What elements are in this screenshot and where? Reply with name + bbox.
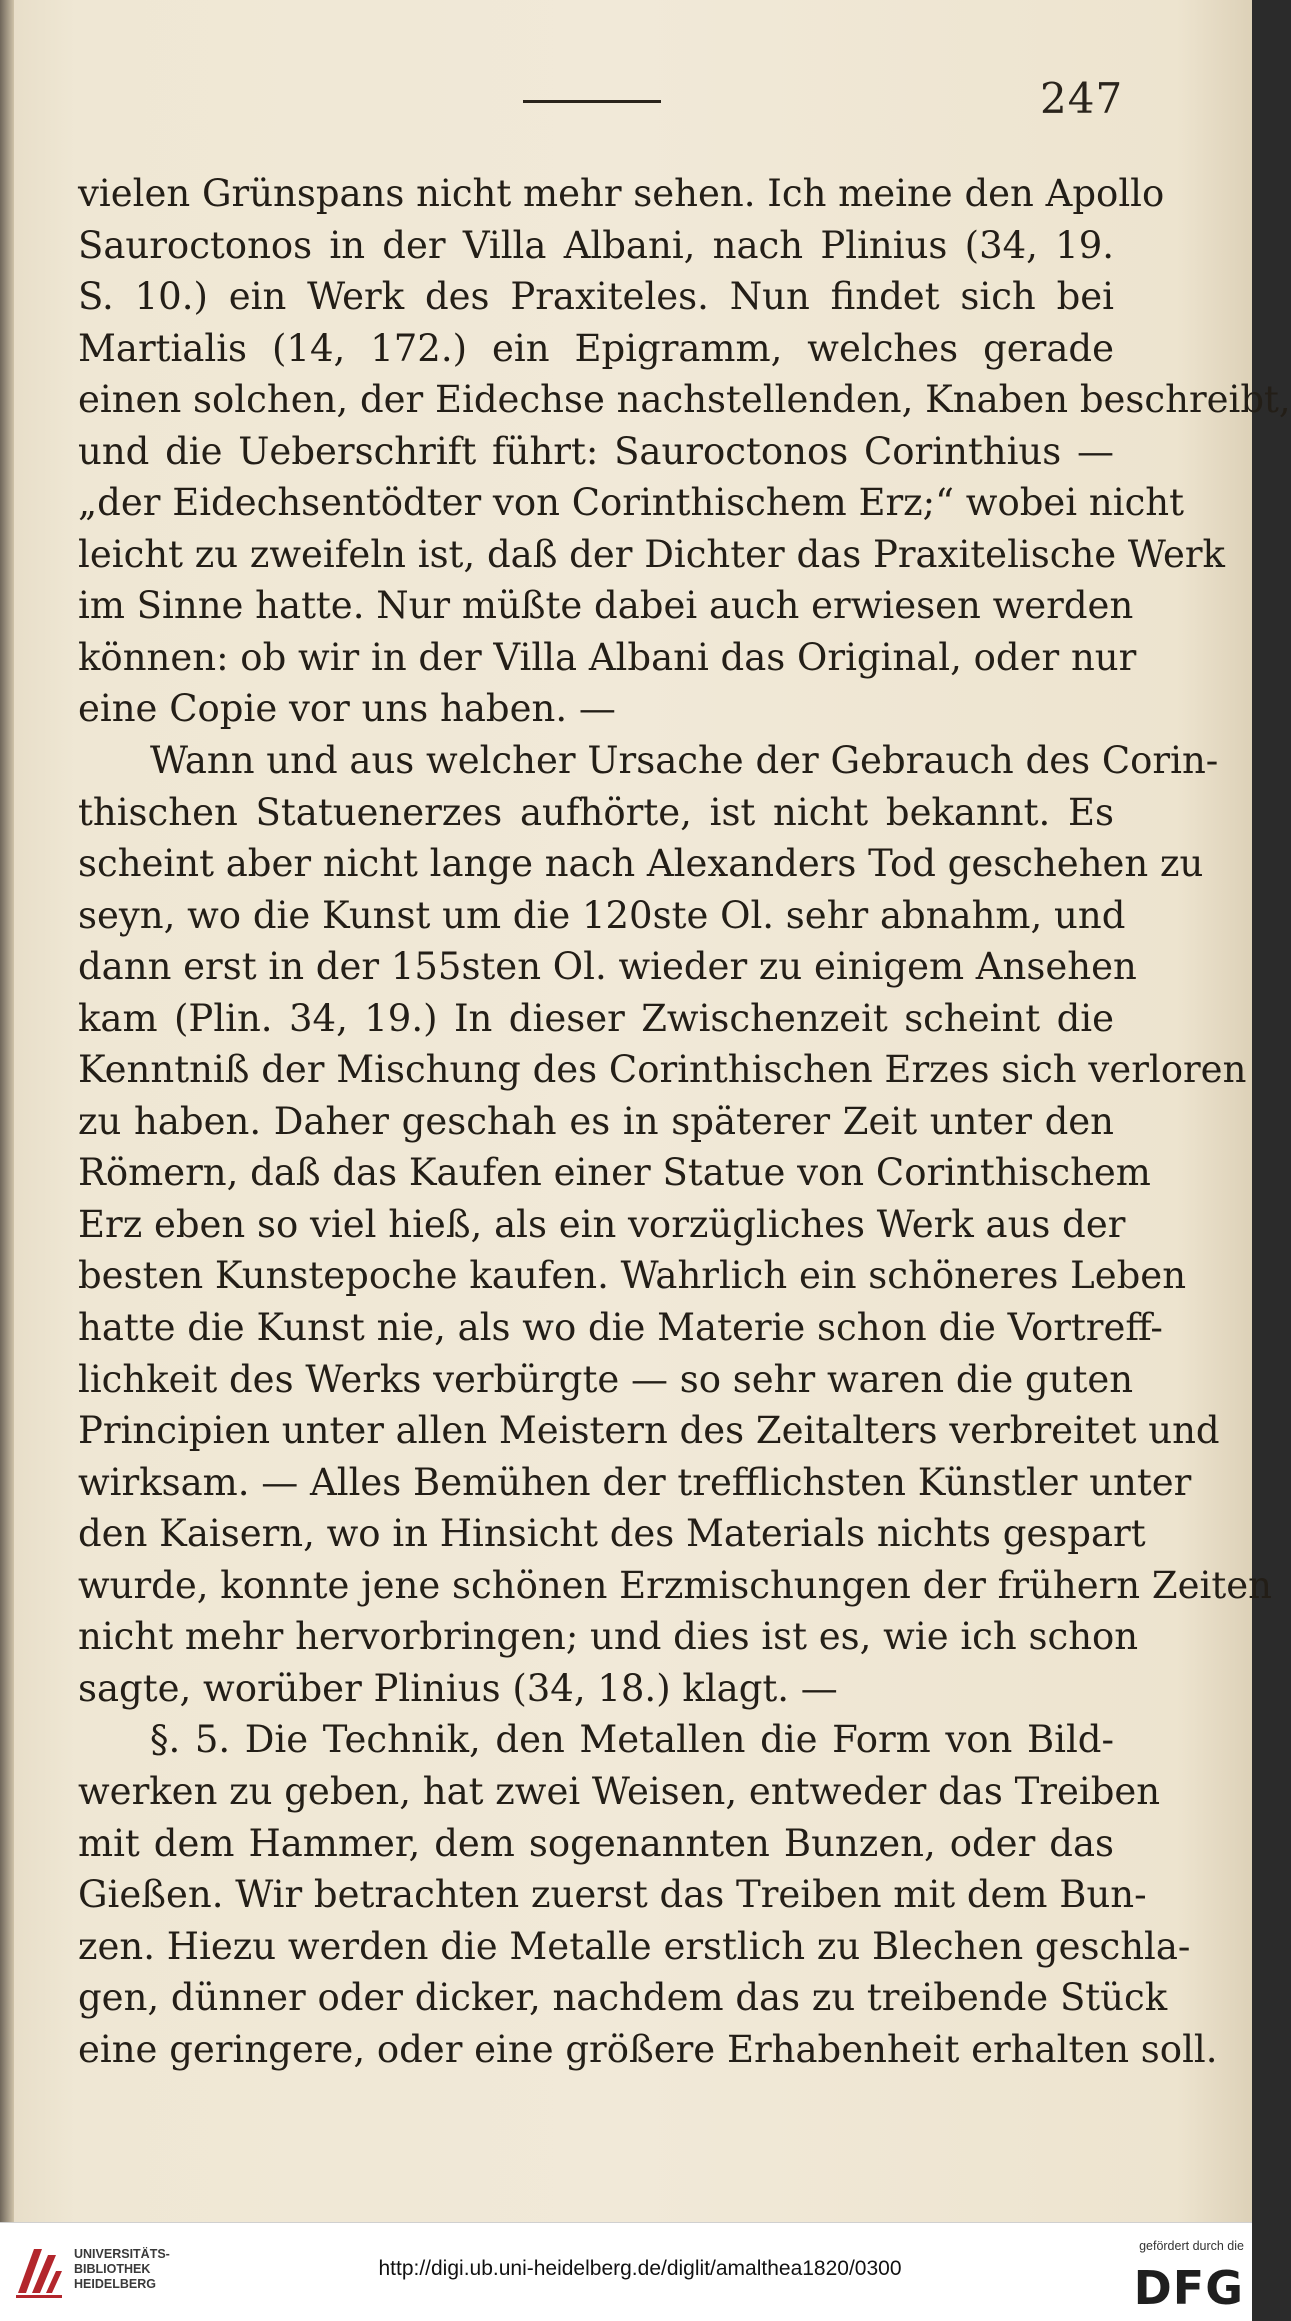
text-line: einen solchen, der Eidechse nachstellenden, Knaben beschreibt,	[78, 378, 1291, 422]
text-line: hatte die Kunst nie, als wo die Materie schon die Vortreff-	[78, 1306, 1163, 1350]
text-line: S. 10.) ein Werk des Praxiteles. Nun findet sich bei	[78, 275, 1114, 319]
text-line: im Sinne hatte. Nur müßte dabei auch erwiesen werden	[78, 584, 1134, 628]
text-line: und die Ueberschrift führt: Sauroctonos Corinthius —	[78, 429, 1114, 473]
text-line: werken zu geben, hat zwei Weisen, entweder das Treiben	[78, 1769, 1161, 1813]
text-line: Römern, daß das Kaufen einer Statue von Corinthischem	[78, 1151, 1151, 1195]
text-line: gen, dünner oder dicker, nachdem das zu treibende Stück	[78, 1976, 1168, 2020]
library-name-line: BIBLIOTHEK	[74, 2262, 151, 2276]
text-line: eine Copie vor uns haben. —	[78, 687, 616, 731]
text-line: Kenntniß der Mischung des Corinthischen Erzes sich verloren	[78, 1048, 1247, 1092]
text-line: Sauroctonos in der Villa Albani, nach Plinius (34, 19.	[78, 223, 1114, 267]
library-name	[74, 2247, 234, 2292]
body-text	[78, 168, 1291, 2075]
viewer-footer	[0, 2222, 1252, 2321]
text-line: vielen Grünspans nicht mehr sehen. Ich meine den Apollo	[78, 172, 1165, 215]
text-line: scheint aber nicht lange nach Alexanders Tod geschehen zu	[78, 842, 1204, 886]
text-line: besten Kunstepoche kaufen. Wahrlich ein schöneres Leben	[78, 1254, 1187, 1298]
text-line: wurde, konnte jene schönen Erzmischungen der frühern Zeiten	[78, 1563, 1272, 1607]
library-name-line: HEIDELBERG	[74, 2277, 156, 2291]
library-logo-icon	[12, 2241, 66, 2301]
text-line: leicht zu zweifeln ist, daß der Dichter das Praxitelische Werk	[78, 532, 1225, 576]
header-rule	[523, 100, 661, 103]
text-line: können: ob wir in der Villa Albani das Original, oder nur	[78, 635, 1137, 679]
text-line: Gießen. Wir betrachten zuerst das Treiben mit dem Bun-	[78, 1873, 1147, 1917]
text-line: wirksam. — Alles Bemühen der trefflichsten Künstler unter	[78, 1460, 1192, 1504]
dfg-logo: DFG	[1133, 2261, 1244, 2315]
document-url-link[interactable]: http://digi.ub.uni-heidelberg.de/diglit/amalthea1820/0300	[378, 2257, 902, 2280]
text-line: sagte, worüber Plinius (34, 18.) klagt. —	[78, 1666, 838, 1710]
text-line: §. 5. Die Technik, den Metallen die Form von Bild-	[150, 1718, 1114, 1762]
text-line: zen. Hiezu werden die Metalle erstlich zu Blechen geschla-	[78, 1924, 1191, 1968]
page-edge-shadow	[0, 0, 14, 2222]
text-line: lichkeit des Werks verbürgte — so sehr waren die guten	[78, 1357, 1134, 1401]
library-name-line: UNIVERSITÄTS-	[74, 2247, 170, 2261]
text-line: nicht mehr hervorbringen; und dies ist es, wie ich schon	[78, 1615, 1139, 1659]
text-line: den Kaisern, wo in Hinsicht des Materials nichts gespart	[78, 1512, 1146, 1556]
funded-by-label: gefördert durch die	[1139, 2239, 1244, 2253]
text-line: eine geringere, oder eine größere Erhabenheit erhalten soll.	[78, 2027, 1218, 2071]
page-number: 247	[1040, 74, 1124, 123]
text-line: „der Eidechsentödter von Corinthischem Erz;“ wobei nicht	[78, 481, 1184, 525]
text-line: Principien unter allen Meistern des Zeitalters verbreitet und	[78, 1409, 1220, 1453]
text-line: dann erst in der 155sten Ol. wieder zu einigem Ansehen	[78, 945, 1137, 989]
text-line: mit dem Hammer, dem sogenannten Bunzen, oder das	[78, 1821, 1114, 1865]
text-line: kam (Plin. 34, 19.) In dieser Zwischenzeit scheint die	[78, 996, 1114, 1040]
text-line: zu haben. Daher geschah es in späterer Zeit unter den	[78, 1099, 1114, 1143]
text-line: seyn, wo die Kunst um die 120ste Ol. sehr abnahm, und	[78, 893, 1126, 937]
text-line: Martialis (14, 172.) ein Epigramm, welches gerade	[78, 326, 1114, 370]
text-line: Erz eben so viel hieß, als ein vorzügliches Werk aus der	[78, 1202, 1126, 1246]
text-line: Wann und aus welcher Ursache der Gebrauch des Corin-	[150, 739, 1219, 783]
text-line: thischen Statuenerzes aufhörte, ist nicht bekannt. Es	[78, 790, 1114, 834]
